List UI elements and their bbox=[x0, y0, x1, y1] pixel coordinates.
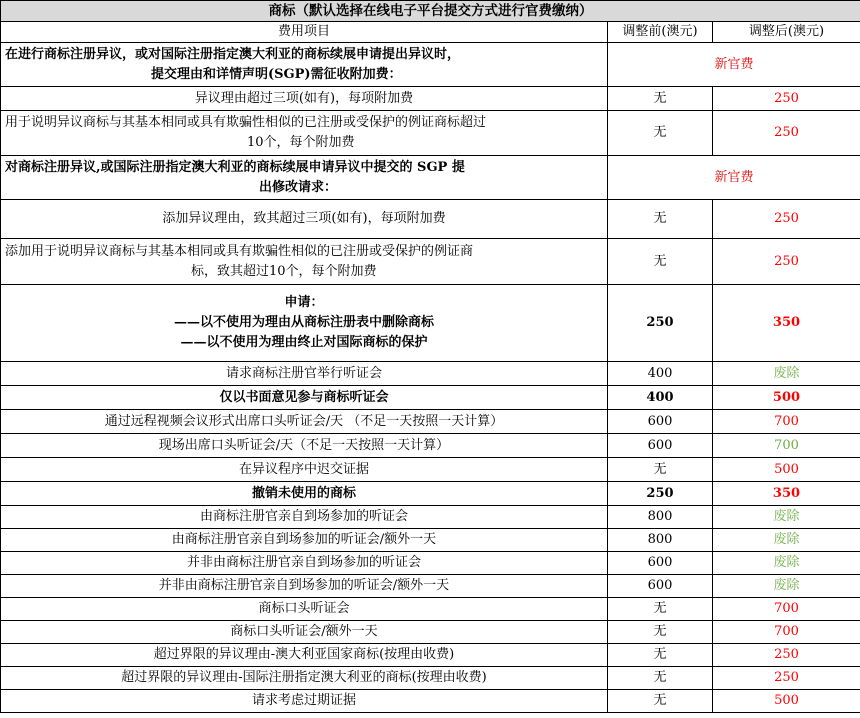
fee-item: 在异议程序中迟交证据 bbox=[1, 458, 608, 482]
table-row bbox=[1, 362, 860, 386]
fee-item: 现场出席口头听证会/天（不足一天按照一天计算） bbox=[1, 434, 608, 458]
fee-before: 无 bbox=[608, 87, 713, 111]
section-line: 对商标注册异议,或国际注册指定澳大利亚的商标续展申请异议中提交的 SGP 提 bbox=[5, 159, 465, 175]
section-line: 提交理由和详情声明(SGP)需征收附加费： bbox=[151, 66, 402, 82]
fee-after: 废除 bbox=[713, 362, 860, 386]
table-row bbox=[1, 410, 860, 434]
fee-item: 商标口头听证会/额外一天 bbox=[1, 621, 608, 644]
fee-before: 无 bbox=[608, 621, 713, 644]
fee-before: 800 bbox=[608, 529, 713, 552]
fee-item-line: ——以不使用为理由终止对国际商标的保护 bbox=[180, 335, 428, 350]
table-row bbox=[1, 482, 860, 506]
fee-item bbox=[1, 285, 608, 362]
table-row bbox=[1, 690, 860, 713]
fee-item: 仅以书面意见参与商标听证会 bbox=[1, 386, 608, 410]
fee-item-line: 用于说明异议商标与其基本相同或具有欺骗性相似的已注册或受保护的例证商标超过 bbox=[5, 115, 487, 130]
fee-before: 250 bbox=[608, 482, 713, 506]
table-row bbox=[1, 529, 860, 552]
fee-after: 700 bbox=[713, 434, 860, 458]
fee-after: 700 bbox=[713, 621, 860, 644]
title-row bbox=[1, 1, 860, 22]
section-label bbox=[1, 43, 608, 87]
header-after: 调整后(澳元) bbox=[713, 22, 860, 43]
fee-after: 350 bbox=[713, 285, 860, 362]
fee-item: 超过界限的异议理由-澳大利亚国家商标(按理由收费) bbox=[1, 644, 608, 667]
fee-before: 无 bbox=[608, 239, 713, 285]
section-line: 在进行商标注册异议，或对国际注册指定澳大利亚的商标续展申请提出异议时， bbox=[5, 46, 461, 62]
fee-before: 400 bbox=[608, 386, 713, 410]
fee-item bbox=[1, 111, 608, 156]
new-fee-note: 新官费 bbox=[608, 43, 860, 87]
fee-before: 无 bbox=[608, 690, 713, 713]
fee-after: 700 bbox=[713, 410, 860, 434]
fee-after: 700 bbox=[713, 598, 860, 621]
fee-before: 600 bbox=[608, 575, 713, 598]
fee-after: 500 bbox=[713, 690, 860, 713]
fee-after: 250 bbox=[713, 200, 860, 239]
section-label bbox=[1, 156, 608, 200]
table-row bbox=[1, 575, 860, 598]
table-row bbox=[1, 434, 860, 458]
fee-after: 250 bbox=[713, 239, 860, 285]
fee-after: 250 bbox=[713, 111, 860, 156]
fee-item-line: 添加用于说明异议商标与其基本相同或具有欺骗性相似的已注册或受保护的例证商 bbox=[5, 243, 474, 259]
fee-item: 并非由商标注册官亲自到场参加的听证会 bbox=[1, 552, 608, 575]
section-row bbox=[1, 43, 860, 87]
table-title: 商标（默认选择在线电子平台提交方式进行官费缴纳） bbox=[1, 1, 860, 22]
fee-before: 无 bbox=[608, 111, 713, 156]
table-row bbox=[1, 458, 860, 482]
fee-before: 无 bbox=[608, 644, 713, 667]
fee-after: 500 bbox=[713, 458, 860, 482]
table-row bbox=[1, 621, 860, 644]
fee-after: 250 bbox=[713, 644, 860, 667]
table-row bbox=[1, 285, 860, 362]
fee-after: 250 bbox=[713, 87, 860, 111]
fee-item: 商标口头听证会 bbox=[1, 598, 608, 621]
table-row bbox=[1, 667, 860, 690]
fee-item: 通过远程视频会议形式出席口头听证会/天 （不足一天按照一天计算） bbox=[1, 410, 608, 434]
fee-before: 无 bbox=[608, 458, 713, 482]
fee-item: 请求考虑过期证据 bbox=[1, 690, 608, 713]
table-row bbox=[1, 644, 860, 667]
fee-item bbox=[1, 239, 608, 285]
fee-after: 废除 bbox=[713, 506, 860, 529]
fee-after: 500 bbox=[713, 386, 860, 410]
table-row bbox=[1, 386, 860, 410]
header-item: 费用项目 bbox=[1, 22, 608, 43]
table-row bbox=[1, 506, 860, 529]
fee-after: 废除 bbox=[713, 552, 860, 575]
fee-item: 并非由商标注册官亲自到场参加的听证会/额外一天 bbox=[1, 575, 608, 598]
fee-item: 添加异议理由，致其超过三项(如有)，每项附加费 bbox=[1, 200, 608, 239]
fee-item: 超过界限的异议理由-国际注册指定澳大利亚的商标(按理由收费) bbox=[1, 667, 608, 690]
header-before: 调整前(澳元) bbox=[608, 22, 713, 43]
header-row bbox=[1, 22, 860, 43]
section-line: 出修改请求： bbox=[259, 179, 338, 195]
fee-item-line: ——以不使用为理由从商标注册表中删除商标 bbox=[173, 315, 434, 330]
fee-item: 由商标注册官亲自到场参加的听证会/额外一天 bbox=[1, 529, 608, 552]
new-fee-note: 新官费 bbox=[608, 156, 860, 200]
fee-item-line: 10个，每个附加费 bbox=[247, 135, 355, 150]
fee-item-line: 申请： bbox=[284, 295, 324, 310]
fee-before: 600 bbox=[608, 410, 713, 434]
fee-before: 250 bbox=[608, 285, 713, 362]
fee-item: 由商标注册官亲自到场参加的听证会 bbox=[1, 506, 608, 529]
fee-item: 请求商标注册官举行听证会 bbox=[1, 362, 608, 386]
fee-after: 废除 bbox=[713, 575, 860, 598]
fee-before: 无 bbox=[608, 598, 713, 621]
table-row bbox=[1, 552, 860, 575]
fee-item-line: 标，致其超过10个，每个附加费 bbox=[191, 263, 377, 279]
fee-before: 600 bbox=[608, 552, 713, 575]
fee-before: 800 bbox=[608, 506, 713, 529]
section-row bbox=[1, 156, 860, 200]
fee-before: 600 bbox=[608, 434, 713, 458]
fee-before: 无 bbox=[608, 667, 713, 690]
fee-item: 异议理由超过三项(如有)，每项附加费 bbox=[1, 87, 608, 111]
fee-after: 废除 bbox=[713, 529, 860, 552]
fee-before: 400 bbox=[608, 362, 713, 386]
fee-after: 350 bbox=[713, 482, 860, 506]
fee-item: 撤销未使用的商标 bbox=[1, 482, 608, 506]
table-row bbox=[1, 111, 860, 156]
table-row bbox=[1, 598, 860, 621]
table-row bbox=[1, 87, 860, 111]
fee-before: 无 bbox=[608, 200, 713, 239]
fee-after: 250 bbox=[713, 667, 860, 690]
table-row bbox=[1, 200, 860, 239]
table-row bbox=[1, 239, 860, 285]
